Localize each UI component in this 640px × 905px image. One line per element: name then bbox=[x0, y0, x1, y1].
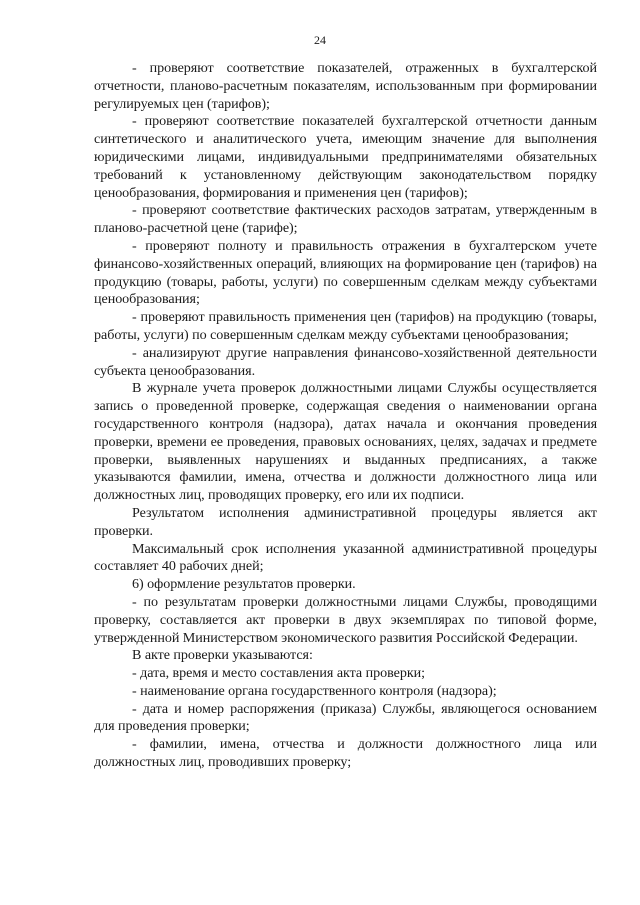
paragraph-act-order-number: - дата и номер распоряжения (приказа) Службы, являющегося основанием для проведения проверки; bbox=[94, 700, 597, 735]
paragraph-actual-expenses: - проверяют соответствие фактических расходов затратам, утвержденным в планово-расчетной цене (тарифе); bbox=[94, 202, 597, 237]
paragraph-indicators-match: - проверяют соответствие показателей, отраженных в бухгалтерской отчетности, планово-расчетным показателям, использованным при формировании регулируемых цен (тарифов); bbox=[94, 60, 597, 112]
paragraph-results-formalization: 6) оформление результатов проверки. bbox=[132, 576, 356, 593]
paragraph-inspection-act: - по результатам проверки должностными лицами Службы, проводящими проверку, составляется акт проверки в двух экземплярах по типовой форме, утвержденной Министерством экономического развития Российской Федерации. bbox=[94, 593, 597, 646]
paragraph-completeness-check: - проверяют полноту и правильность отражения в бухгалтерском учете финансово-хозяйственных операций, влияющих на формирование цен (тарифов) на продукцию (товары, работы, услуги) по совершенным сделкам между субъектами ценообразования; bbox=[94, 237, 597, 308]
paragraph-procedure-result: Результатом исполнения административной процедуры является акт проверки. bbox=[94, 504, 597, 539]
paragraph-act-officials: - фамилии, имена, отчества и должности должностного лица или должностных лиц, проводивших проверку; bbox=[94, 736, 597, 771]
paragraph-accounting-data-match: - проверяют соответствие показателей бухгалтерской отчетности данным синтетического и аналитического учета, имеющим значение для выполнения юридическими лицами, индивидуальными предпринимателями обязательных требований к установленному действующим законодательством порядку ценообразования, формирования и применения цен (тарифов); bbox=[94, 113, 597, 201]
paragraph-act-authority-name: - наименование органа государственного контроля (надзора); bbox=[132, 682, 497, 699]
paragraph-inspection-journal: В журнале учета проверок должностными лицами Службы осуществляется запись о проведенной проверке, содержащая сведения о наименовании органа государственного контроля (надзора), датах начала и окончания проведения проверки, времени ее проведения, правовых основаниях, целях, задачах и предмете проверки, выявленных нарушениях и выданных предписаниях, а также указываются фамилии, имена, отчества и должности должностного лица или должностных лиц, проводящих проверку, его или их подписи. bbox=[94, 380, 597, 504]
paragraph-other-activities: - анализируют другие направления финансово-хозяйственной деятельности субъекта ценообразования. bbox=[94, 344, 597, 379]
document-body bbox=[94, 60, 597, 772]
paragraph-act-contents-intro: В акте проверки указываются: bbox=[132, 647, 313, 664]
paragraph-act-date-place: - дата, время и место составления акта проверки; bbox=[132, 665, 425, 682]
page-number: 24 bbox=[314, 33, 326, 47]
paragraph-max-duration: Максимальный срок исполнения указанной административной процедуры составляет 40 рабочих дней; bbox=[94, 540, 597, 575]
paragraph-price-application: - проверяют правильность применения цен (тарифов) на продукцию (товары, работы, услуги) по совершенным сделкам между субъектами ценообразования; bbox=[94, 309, 597, 343]
